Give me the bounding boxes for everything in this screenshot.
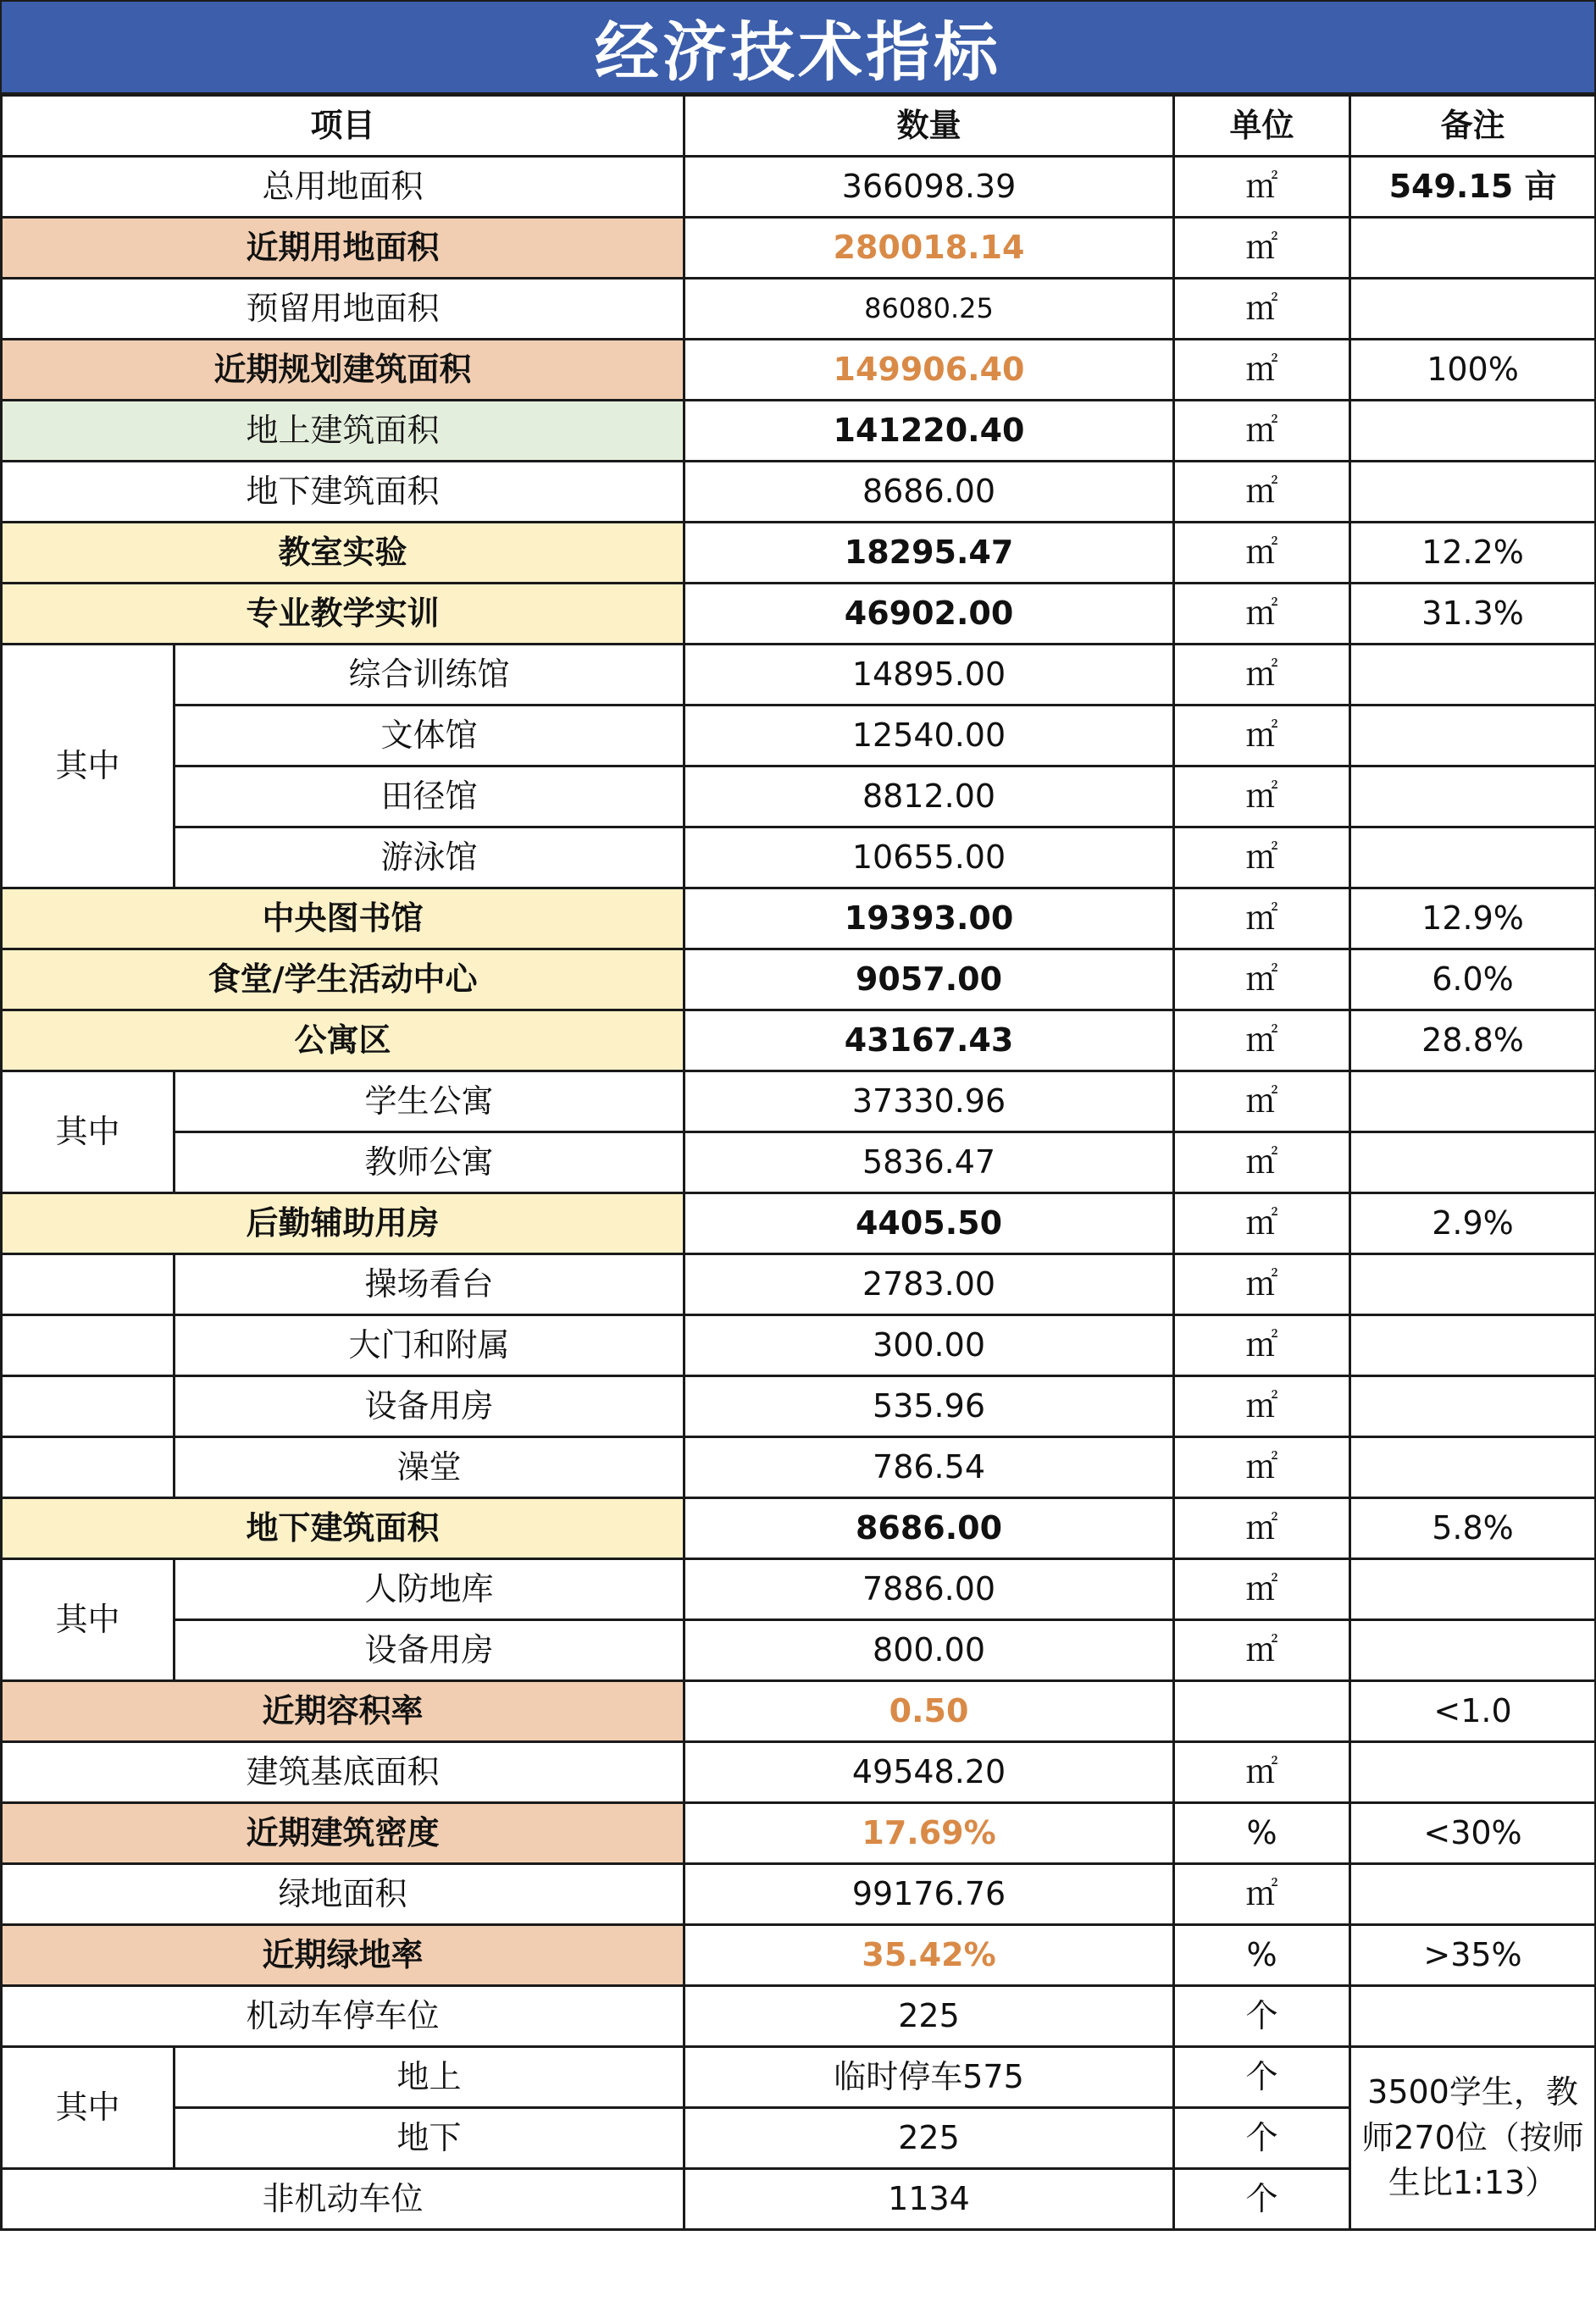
item-cell: 近期容积率 [2, 1681, 684, 1742]
item-cell: 大门和附属 [175, 1315, 684, 1376]
table-row [2, 1193, 1596, 1254]
unit-cell: 个 [1174, 2108, 1350, 2169]
note-cell: 2.9% [1350, 1193, 1596, 1254]
note-cell [1350, 766, 1596, 827]
note-cell: 28.8% [1350, 1010, 1596, 1071]
unit-cell: ㎡ [1174, 401, 1350, 462]
item-cell: 综合训练馆 [175, 645, 684, 706]
note-cell: <30% [1350, 1803, 1596, 1864]
table-row [2, 157, 1596, 218]
unit-cell: ㎡ [1174, 584, 1350, 645]
item-cell: 人防地库 [175, 1559, 684, 1620]
table-row [2, 1376, 1596, 1437]
header-item: 项目 [2, 96, 684, 157]
note-cell [1350, 401, 1596, 462]
empty-group-cell [2, 1254, 175, 1315]
table-row [2, 706, 1596, 766]
table-row [2, 2047, 1596, 2108]
table-row [2, 1986, 1596, 2047]
qty-cell: 14895.00 [684, 645, 1174, 706]
unit-cell: ㎡ [1174, 949, 1350, 1010]
qty-cell: 8686.00 [684, 462, 1174, 523]
qty-cell: 18295.47 [684, 523, 1174, 584]
qty-cell: 800.00 [684, 1620, 1174, 1681]
item-cell: 文体馆 [175, 706, 684, 766]
unit-cell: ㎡ [1174, 1864, 1350, 1925]
item-cell: 近期用地面积 [2, 218, 684, 279]
item-cell: 近期建筑密度 [2, 1803, 684, 1864]
unit-cell: 个 [1174, 2047, 1350, 2108]
unit-cell: ㎡ [1174, 340, 1350, 401]
qty-cell: 280018.14 [684, 218, 1174, 279]
qty-cell: 0.50 [684, 1681, 1174, 1742]
table-row [2, 888, 1596, 949]
qty-cell: 8812.00 [684, 766, 1174, 827]
note-cell [1350, 827, 1596, 888]
unit-cell: ㎡ [1174, 1010, 1350, 1071]
table-row [2, 1620, 1596, 1681]
unit-cell: ㎡ [1174, 1559, 1350, 1620]
group-cell: 其中 [2, 645, 175, 888]
unit-cell: ㎡ [1174, 706, 1350, 766]
note-cell: <1.0 [1350, 1681, 1596, 1742]
unit-cell: ㎡ [1174, 218, 1350, 279]
header-qty: 数量 [684, 96, 1174, 157]
qty-cell: 149906.40 [684, 340, 1174, 401]
item-cell: 设备用房 [175, 1620, 684, 1681]
parking-note-cell: 3500学生，教师270位（按师生比1:13） [1350, 2047, 1596, 2230]
item-cell: 中央图书馆 [2, 888, 684, 949]
item-cell: 非机动车位 [2, 2169, 684, 2230]
qty-cell: 1134 [684, 2169, 1174, 2230]
qty-cell: 99176.76 [684, 1864, 1174, 1925]
qty-cell: 37330.96 [684, 1071, 1174, 1132]
item-cell: 田径馆 [175, 766, 684, 827]
table-row [2, 218, 1596, 279]
unit-cell: ㎡ [1174, 279, 1350, 340]
item-cell: 预留用地面积 [2, 279, 684, 340]
table-row [2, 279, 1596, 340]
qty-cell: 300.00 [684, 1315, 1174, 1376]
item-cell: 地下 [175, 2108, 684, 2169]
table-row [2, 645, 1596, 706]
unit-cell: ㎡ [1174, 1742, 1350, 1803]
table-row [2, 1559, 1596, 1620]
note-cell [1350, 279, 1596, 340]
note-cell [1350, 218, 1596, 279]
unit-cell: ㎡ [1174, 1498, 1350, 1559]
unit-cell: ㎡ [1174, 1437, 1350, 1498]
unit-cell: ㎡ [1174, 888, 1350, 949]
unit-cell: ㎡ [1174, 1254, 1350, 1315]
item-cell: 绿地面积 [2, 1864, 684, 1925]
qty-cell: 43167.43 [684, 1010, 1174, 1071]
table-row [2, 1803, 1596, 1864]
unit-cell: ㎡ [1174, 766, 1350, 827]
indicator-table [0, 94, 1596, 2231]
unit-cell: ㎡ [1174, 1315, 1350, 1376]
unit-cell [1174, 1681, 1350, 1742]
empty-group-cell [2, 1315, 175, 1376]
table-header-row [2, 96, 1596, 157]
note-cell: 5.8% [1350, 1498, 1596, 1559]
note-cell: 6.0% [1350, 949, 1596, 1010]
qty-cell: 临时停车575 [684, 2047, 1174, 2108]
item-cell: 近期绿地率 [2, 1925, 684, 1986]
unit-cell: ㎡ [1174, 1132, 1350, 1193]
note-cell [1350, 1559, 1596, 1620]
note-cell [1350, 1376, 1596, 1437]
item-cell: 地下建筑面积 [2, 462, 684, 523]
unit-cell: ㎡ [1174, 462, 1350, 523]
table-row [2, 827, 1596, 888]
item-cell: 公寓区 [2, 1010, 684, 1071]
table-row [2, 1681, 1596, 1742]
unit-cell: % [1174, 1925, 1350, 1986]
qty-cell: 19393.00 [684, 888, 1174, 949]
qty-cell: 225 [684, 1986, 1174, 2047]
table-row [2, 766, 1596, 827]
note-cell: 549.15 亩 [1350, 157, 1596, 218]
qty-cell: 5836.47 [684, 1132, 1174, 1193]
note-cell: 31.3% [1350, 584, 1596, 645]
item-cell: 教师公寓 [175, 1132, 684, 1193]
item-cell: 地下建筑面积 [2, 1498, 684, 1559]
table-row [2, 523, 1596, 584]
item-cell: 专业教学实训 [2, 584, 684, 645]
item-cell: 设备用房 [175, 1376, 684, 1437]
note-cell [1350, 462, 1596, 523]
item-cell: 总用地面积 [2, 157, 684, 218]
unit-cell: % [1174, 1803, 1350, 1864]
note-cell [1350, 645, 1596, 706]
group-cell: 其中 [2, 1071, 175, 1193]
table-row [2, 1132, 1596, 1193]
qty-cell: 786.54 [684, 1437, 1174, 1498]
qty-cell: 225 [684, 2108, 1174, 2169]
note-cell: 12.2% [1350, 523, 1596, 584]
item-cell: 教室实验 [2, 523, 684, 584]
item-cell: 建筑基底面积 [2, 1742, 684, 1803]
table-row [2, 949, 1596, 1010]
table-row [2, 1010, 1596, 1071]
qty-cell: 366098.39 [684, 157, 1174, 218]
table-row [2, 1254, 1596, 1315]
note-cell [1350, 1437, 1596, 1498]
qty-cell: 12540.00 [684, 706, 1174, 766]
note-cell [1350, 1986, 1596, 2047]
unit-cell: ㎡ [1174, 645, 1350, 706]
note-cell: 12.9% [1350, 888, 1596, 949]
header-unit: 单位 [1174, 96, 1350, 157]
item-cell: 澡堂 [175, 1437, 684, 1498]
header-note: 备注 [1350, 96, 1596, 157]
unit-cell: 个 [1174, 2169, 1350, 2230]
qty-cell: 141220.40 [684, 401, 1174, 462]
item-cell: 食堂/学生活动中心 [2, 949, 684, 1010]
table-row [2, 462, 1596, 523]
unit-cell: ㎡ [1174, 523, 1350, 584]
note-cell [1350, 1742, 1596, 1803]
item-cell: 操场看台 [175, 1254, 684, 1315]
note-cell: 100% [1350, 340, 1596, 401]
note-cell: >35% [1350, 1925, 1596, 1986]
unit-cell: 个 [1174, 1986, 1350, 2047]
qty-cell: 86080.25 [684, 279, 1174, 340]
unit-cell: ㎡ [1174, 1071, 1350, 1132]
qty-cell: 35.42% [684, 1925, 1174, 1986]
qty-cell: 7886.00 [684, 1559, 1174, 1620]
qty-cell: 8686.00 [684, 1498, 1174, 1559]
qty-cell: 17.69% [684, 1803, 1174, 1864]
table-row [2, 340, 1596, 401]
unit-cell: ㎡ [1174, 157, 1350, 218]
unit-cell: ㎡ [1174, 827, 1350, 888]
unit-cell: ㎡ [1174, 1376, 1350, 1437]
unit-cell: ㎡ [1174, 1620, 1350, 1681]
qty-cell: 2783.00 [684, 1254, 1174, 1315]
table-row [2, 1498, 1596, 1559]
note-cell [1350, 1864, 1596, 1925]
page-title: 经济技术指标 [0, 0, 1596, 94]
empty-group-cell [2, 1376, 175, 1437]
qty-cell: 9057.00 [684, 949, 1174, 1010]
item-cell: 近期规划建筑面积 [2, 340, 684, 401]
qty-cell: 4405.50 [684, 1193, 1174, 1254]
qty-cell: 49548.20 [684, 1742, 1174, 1803]
item-cell: 游泳馆 [175, 827, 684, 888]
note-cell [1350, 1071, 1596, 1132]
item-cell: 后勤辅助用房 [2, 1193, 684, 1254]
item-cell: 地上建筑面积 [2, 401, 684, 462]
item-cell: 地上 [175, 2047, 684, 2108]
table-row [2, 1925, 1596, 1986]
table-row [2, 401, 1596, 462]
table-row [2, 1864, 1596, 1925]
table-row [2, 584, 1596, 645]
note-cell [1350, 1132, 1596, 1193]
note-cell [1350, 1620, 1596, 1681]
note-cell [1350, 1315, 1596, 1376]
group-cell: 其中 [2, 2047, 175, 2169]
qty-cell: 535.96 [684, 1376, 1174, 1437]
unit-cell: ㎡ [1174, 1193, 1350, 1254]
note-cell [1350, 706, 1596, 766]
item-cell: 机动车停车位 [2, 1986, 684, 2047]
qty-cell: 10655.00 [684, 827, 1174, 888]
table-row [2, 1071, 1596, 1132]
item-cell: 学生公寓 [175, 1071, 684, 1132]
table-row [2, 1315, 1596, 1376]
qty-cell: 46902.00 [684, 584, 1174, 645]
note-cell [1350, 1254, 1596, 1315]
table-row [2, 1437, 1596, 1498]
table-row [2, 1742, 1596, 1803]
group-cell: 其中 [2, 1559, 175, 1681]
empty-group-cell [2, 1437, 175, 1498]
